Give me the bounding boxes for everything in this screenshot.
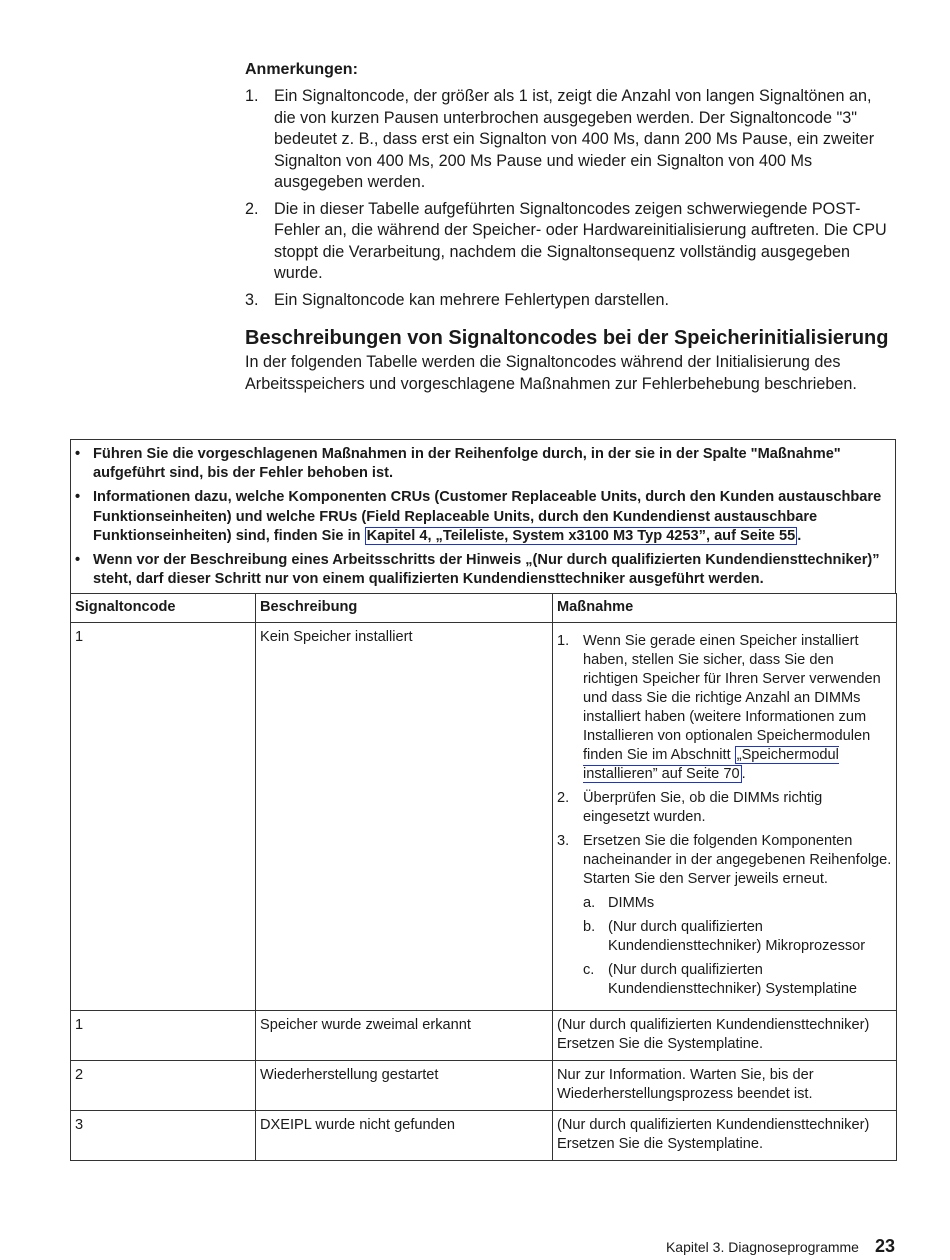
page-number: 23 [874,1236,895,1256]
step-text: Ersetzen Sie die folgenden Komponenten nacheinander in der angegebenen Reihenfolge. Starten Sie den Server jeweils erneut. [583,833,892,888]
page-footer [666,1234,895,1259]
note-text: Die in dieser Tabelle aufgeführten Signaltoncodes zeigen schwerwiegende POST-Fehler an, die während der Speicher- oder Hardwareinitialisierung auftreten. Die CPU stoppt die Verarbeitung, nachdem die Signaltonsequenz vollständig ausgegeben wurde. [274,199,887,282]
action-step [557,832,892,999]
footer-chapter: Kapitel 3. Diagnoseprogramme [665,1239,859,1255]
sub-step-letter: c. [583,962,595,979]
guidance-text: Informationen dazu, welche Komponenten CRUs (Customer Replaceable Units, durch den Kunden austauschbare Funktionseinheiten) und welche FRUs (Field Replaceable Units, durch den Kundendienst austauschbare Funktionseinheiten) sind, finden Sie in [93,489,882,544]
header-action: Maßnahme [553,594,897,623]
header-description: Beschreibung [256,594,553,623]
guidance-end: . [797,527,802,544]
page-content [245,60,895,395]
step-text: Überprüfen Sie, ob die DIMMs richtig eingesetzt wurden. [583,790,823,826]
cell-action: (Nur durch qualifizierten Kundendiensttechniker) Ersetzen Sie die Systemplatine. [553,1111,897,1161]
step-text: Wenn Sie gerade einen Speicher installiert haben, stellen Sie sicher, dass Sie den richtigen Speicher für Ihren Server verwenden und dass Sie die richtige Anzahl an DIMMs installiert haben (weitere Informationen zum Installieren von optionalen Speichermodulen finden Sie im Abschnitt [583,633,881,764]
table-row [71,1011,897,1061]
action-step [557,632,892,784]
step-number: 2. [557,790,570,807]
cell-code: 3 [71,1111,256,1161]
guidance-item [75,551,889,589]
sub-step [583,894,892,913]
table-row [71,623,897,1011]
step-number: 3. [557,833,570,850]
guidance-item [75,488,889,546]
bullet-icon: • [75,446,81,462]
sub-step [583,961,892,999]
cell-description: Speicher wurde zweimal erkannt [256,1011,553,1061]
note-number: 3. [245,290,259,309]
guidance-item [75,445,889,483]
header-code: Signaltoncode [71,594,256,623]
table-row [71,1111,897,1161]
cell-code: 1 [71,623,256,1011]
cell-action: (Nur durch qualifizierten Kundendiensttechniker) Ersetzen Sie die Systemplatine. [553,1011,897,1061]
table-header-row [71,594,897,623]
action-step [557,789,892,827]
bullet-icon: • [75,552,81,569]
notes-heading: Anmerkungen: [245,61,358,78]
note-item [245,290,895,312]
note-item [245,199,895,285]
bullet-icon: • [75,489,81,506]
section-title: Beschreibungen von Signaltoncodes bei der Speicherinitialisierung [245,327,889,349]
cell-description: Wiederherstellung gestartet [256,1061,553,1111]
sub-step-letter: b. [583,919,596,936]
notes-list [245,86,895,311]
note-number: 2. [245,199,259,218]
note-number: 1. [245,87,259,105]
table-guidance [70,439,896,593]
sub-steps [583,894,892,999]
step-end: . [741,766,746,783]
guidance-text: Führen Sie die vorgeschlagenen Maßnahmen in der Reihenfolge durch, in der sie in der Spalte "Maßnahme" aufgeführt sind, bis der Fehler behoben ist. [93,446,841,482]
sub-step-letter: a. [583,895,596,912]
note-item [245,86,895,194]
table-row [71,1061,897,1111]
section-intro: In der folgenden Tabelle werden die Signaltoncodes während der Initialisierung des Arbeitsspeichers und vorgeschlagene Maßnahmen zur Fehlerbehebung beschrieben. [245,353,857,393]
cell-action: Nur zur Information. Warten Sie, bis der Wiederherstellungsprozess beendet ist. [553,1061,897,1111]
cell-action [553,623,897,1011]
action-steps [557,632,892,999]
step-number: 1. [557,633,570,650]
codes-table [70,593,897,1161]
cell-description: DXEIPL wurde nicht gefunden [256,1111,553,1161]
cell-code: 1 [71,1011,256,1061]
parts-list-link[interactable]: Kapitel 4, „Teileliste, System x3100 M3 Typ 4253”, auf Seite 55 [366,527,796,544]
sub-step-text: DIMMs [608,895,655,912]
sub-step [583,918,892,956]
guidance-text: Wenn vor der Beschreibung eines Arbeitsschritts der Hinweis „(Nur durch qualifizierten Kundendiensttechniker)” steht, darf dieser Schritt nur von einem qualifizierten Kundendiensttechniker ausgeführt werden. [93,552,880,588]
memory-module-link[interactable]: „Speichermodul installieren” auf Seite 70 [583,747,839,783]
cell-description: Kein Speicher installiert [256,623,553,1011]
sub-step-text: (Nur durch qualifizierten Kundendiensttechniker) Mikroprozessor [608,919,866,955]
cell-code: 2 [71,1061,256,1111]
beep-code-table [70,439,896,1161]
note-text: Ein Signaltoncode kan mehrere Fehlertypen darstellen. [274,290,670,309]
note-text: Ein Signaltoncode, der größer als 1 ist, zeigt die Anzahl von langen Signaltönen an, die von kurzen Pausen unterbrochen ausgegeben werden. Der Signaltoncode "3" bedeutet z. B., dass erst ein Signalton von 400 Ms, dann 200 Ms Pause, ein zweiter Signalton von 400 Ms, 200 Ms Pause und wieder ein Signalton von 400 Ms ausgegeben werden. [274,87,875,191]
sub-step-text: (Nur durch qualifizierten Kundendiensttechniker) Systemplatine [608,962,858,998]
